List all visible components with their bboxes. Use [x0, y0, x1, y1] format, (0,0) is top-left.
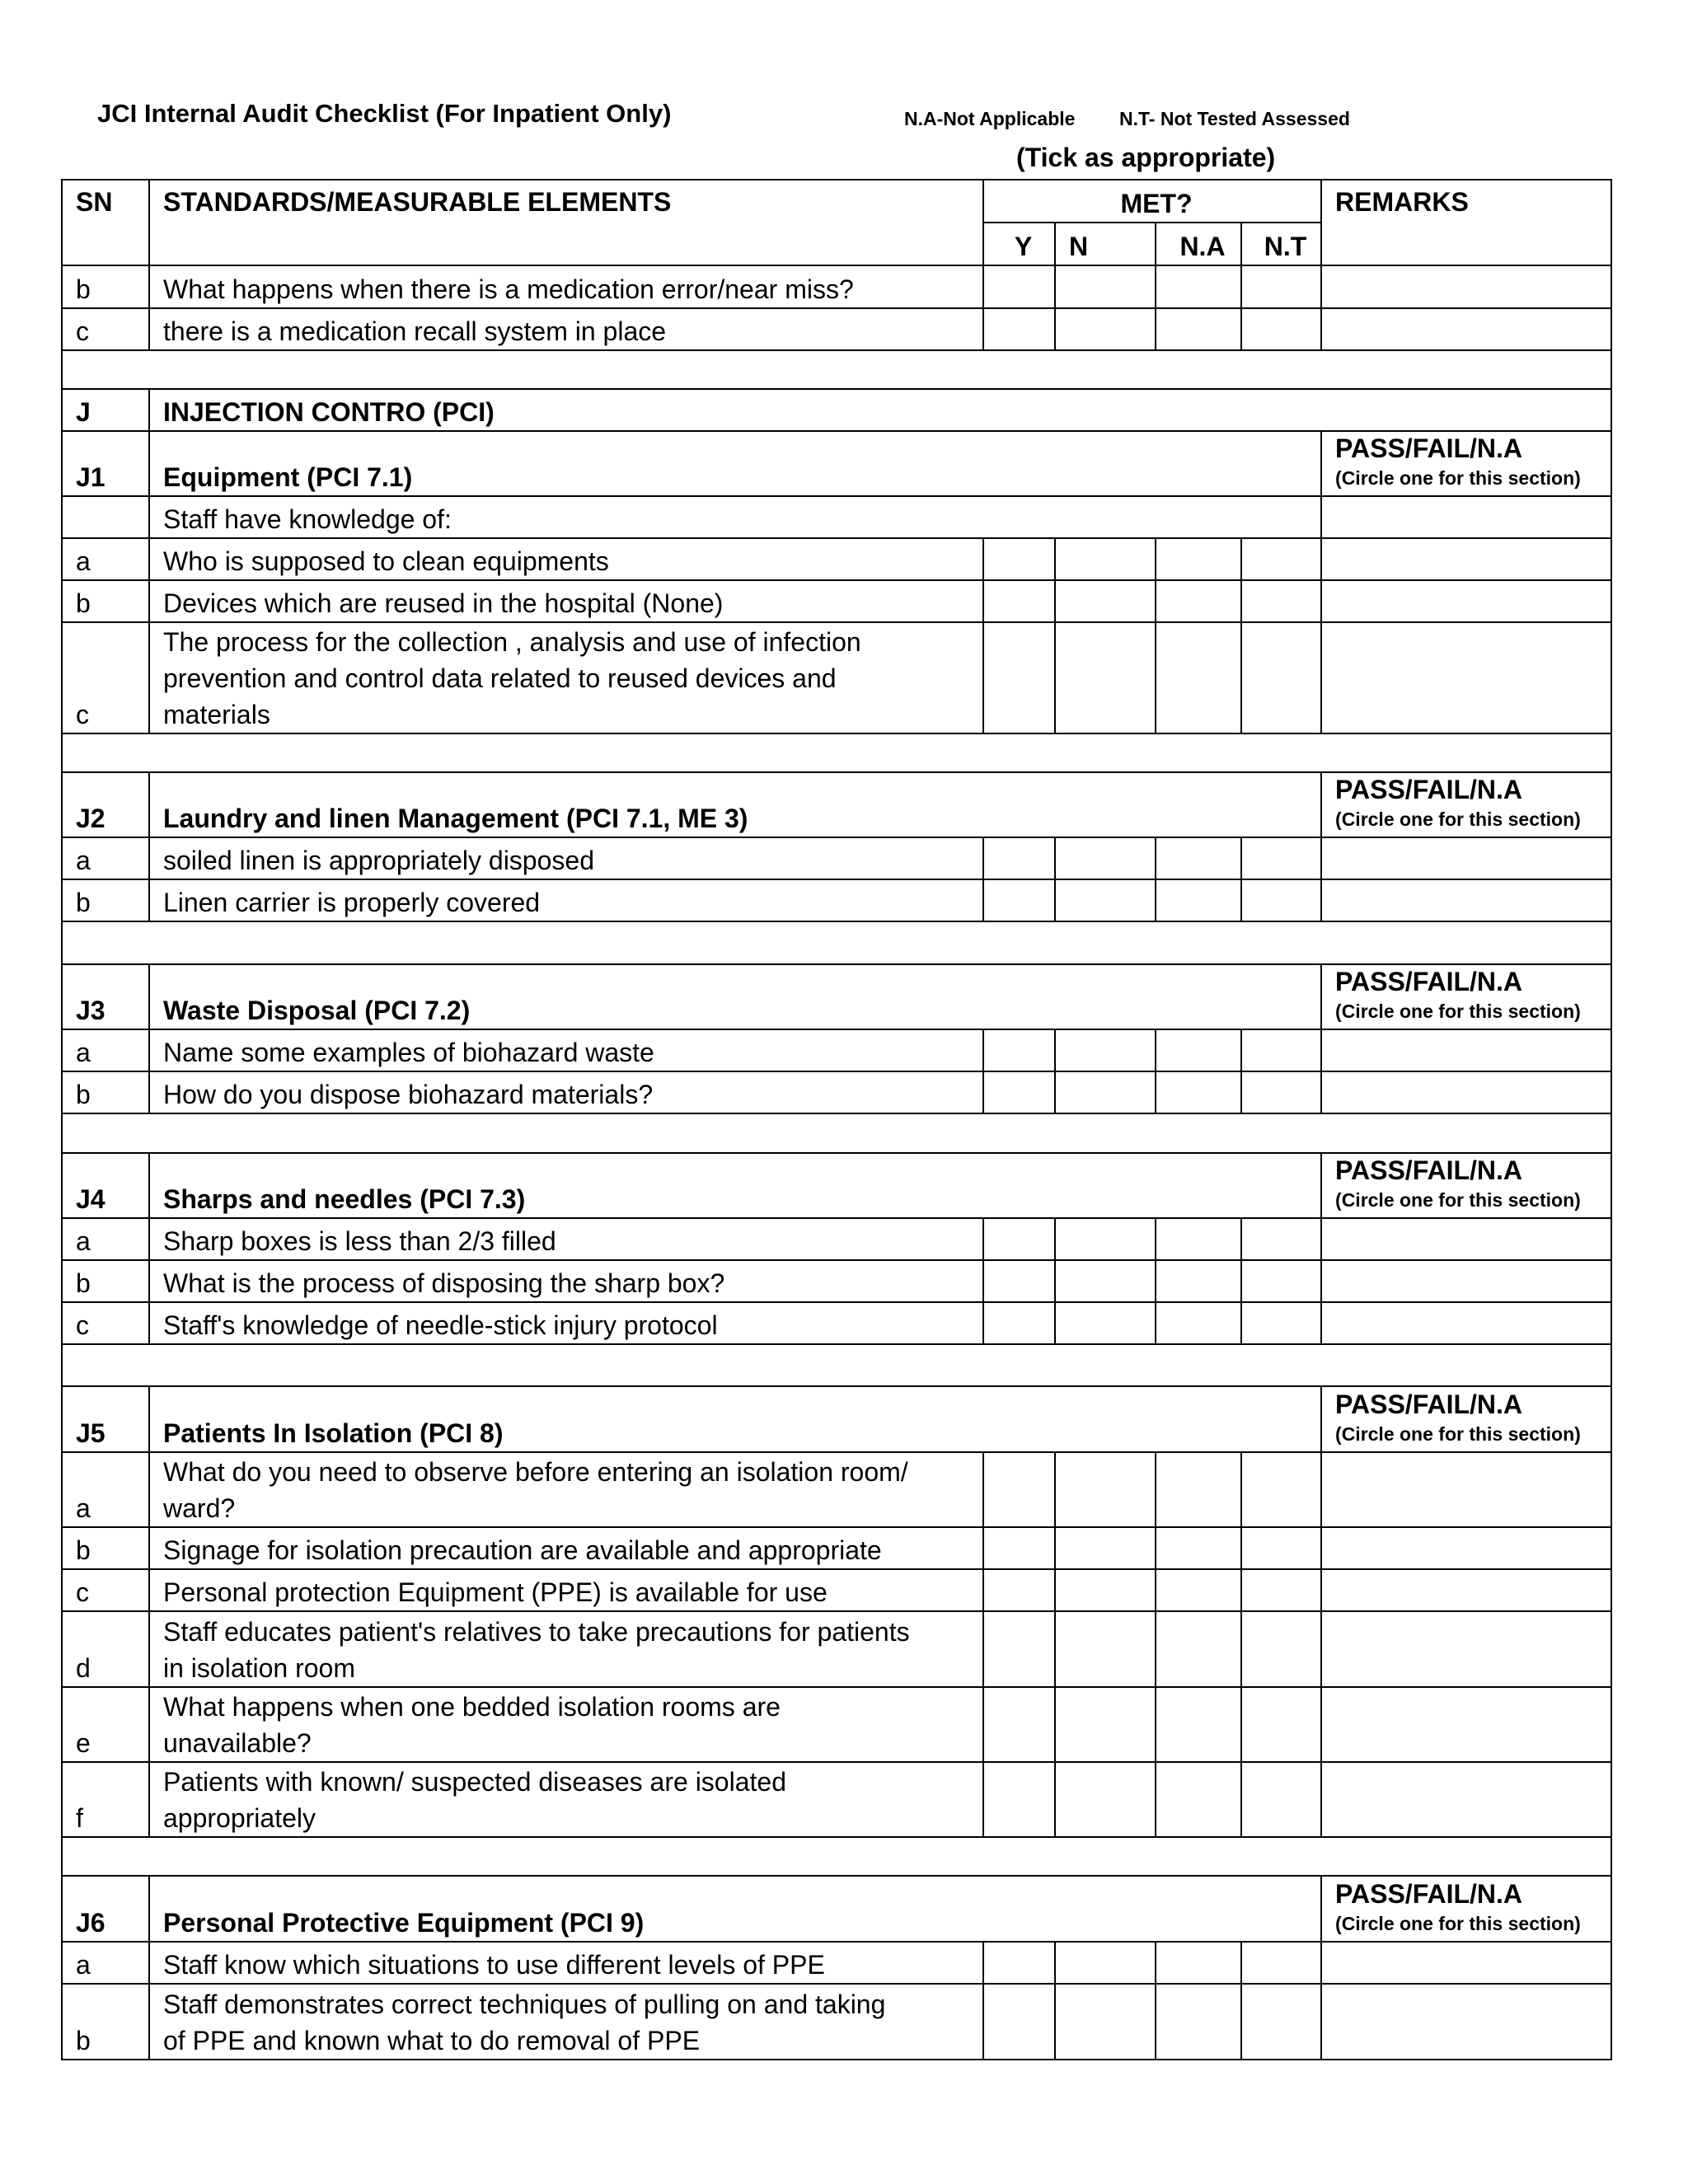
row-sn: b — [62, 879, 149, 921]
tick-na-cell[interactable] — [1156, 1071, 1241, 1113]
remarks-cell[interactable] — [1321, 496, 1611, 538]
table-row — [62, 580, 1611, 622]
tick-na-cell[interactable] — [1156, 1984, 1241, 2060]
tick-n-cell[interactable] — [1055, 1762, 1156, 1837]
tick-note: (Tick as appropriate) — [1016, 143, 1276, 172]
legend-not-applicable: N.A-Not Applicable — [904, 108, 1076, 129]
pass-fail-cell[interactable] — [1321, 431, 1611, 496]
row-element: What is the process of disposing the sharp box? — [149, 1260, 983, 1302]
row-element: Who is supposed to clean equipments — [149, 538, 983, 580]
tick-nt-cell[interactable] — [1241, 837, 1321, 879]
col-header-standards: STANDARDS/MEASURABLE ELEMENTS — [149, 180, 983, 265]
section-title: Personal Protective Equipment (PCI 9) — [149, 1876, 1321, 1942]
row-sn: b — [62, 1527, 149, 1569]
row-sn: d — [62, 1611, 149, 1687]
remarks-cell[interactable] — [1321, 1218, 1611, 1260]
tick-na-cell[interactable] — [1156, 1762, 1241, 1837]
tick-na-cell[interactable] — [1156, 580, 1241, 622]
tick-nt-cell[interactable] — [1241, 1984, 1321, 2060]
table-row — [62, 1452, 1611, 1527]
tick-na-cell[interactable] — [1156, 538, 1241, 580]
tick-nt-cell[interactable] — [1241, 538, 1321, 580]
row-sn: b — [62, 1984, 149, 2060]
remarks-cell[interactable] — [1321, 1762, 1611, 1837]
row-sn: b — [62, 1260, 149, 1302]
tick-na-cell[interactable] — [1156, 837, 1241, 879]
section-row-j1 — [62, 431, 1611, 496]
tick-nt-cell[interactable] — [1241, 1762, 1321, 1837]
circle-note: (Circle one for this section) — [1335, 1189, 1581, 1211]
section-row-j4 — [62, 1153, 1611, 1218]
pass-fail-cell[interactable] — [1321, 1153, 1611, 1218]
remarks-cell[interactable] — [1321, 538, 1611, 580]
section-title: Equipment (PCI 7.1) — [149, 431, 1321, 496]
table-row — [62, 1611, 1611, 1687]
table-row — [62, 496, 1611, 538]
tick-na-cell[interactable] — [1156, 265, 1241, 308]
section-title: Sharps and needles (PCI 7.3) — [149, 1153, 1321, 1218]
col-header-met: MET? — [983, 180, 1321, 223]
table-row — [62, 1260, 1611, 1302]
section-title: Waste Disposal (PCI 7.2) — [149, 964, 1321, 1029]
tick-y-cell[interactable] — [983, 1942, 1055, 1984]
tick-y-cell[interactable] — [983, 580, 1055, 622]
section-row-j5 — [62, 1386, 1611, 1452]
tick-nt-cell[interactable] — [1241, 1687, 1321, 1762]
row-sn: a — [62, 837, 149, 879]
tick-na-cell[interactable] — [1156, 1260, 1241, 1302]
row-sn: c — [62, 1302, 149, 1344]
tick-na-cell[interactable] — [1156, 308, 1241, 350]
legend-not-tested: N.T- Not Tested Assessed — [1119, 108, 1350, 129]
tick-na-cell[interactable] — [1156, 622, 1241, 733]
row-sn: a — [62, 1942, 149, 1984]
tick-nt-cell[interactable] — [1241, 1302, 1321, 1344]
row-sn: c — [62, 308, 149, 350]
spacer-row — [62, 1837, 1611, 1876]
remarks-cell[interactable] — [1321, 1984, 1611, 2060]
tick-na-cell[interactable] — [1156, 1302, 1241, 1344]
tick-nt-cell[interactable] — [1241, 1569, 1321, 1611]
tick-n-cell[interactable] — [1055, 1071, 1156, 1113]
tick-n-cell[interactable] — [1055, 580, 1156, 622]
pass-fail-cell[interactable] — [1321, 964, 1611, 1029]
table-row — [62, 1942, 1611, 1984]
tick-nt-cell[interactable] — [1241, 580, 1321, 622]
remarks-cell[interactable] — [1321, 1611, 1611, 1687]
row-sn: J2 — [62, 772, 149, 837]
tick-y-cell[interactable] — [983, 308, 1055, 350]
table-row — [62, 1762, 1611, 1837]
circle-note: (Circle one for this section) — [1335, 1423, 1581, 1445]
row-element: Linen carrier is properly covered — [149, 879, 983, 921]
tick-n-cell[interactable] — [1055, 1452, 1156, 1527]
remarks-cell[interactable] — [1321, 622, 1611, 733]
row-sn: e — [62, 1687, 149, 1762]
tick-y-cell[interactable] — [983, 1071, 1055, 1113]
table-row — [62, 879, 1611, 921]
tick-n-cell[interactable] — [1055, 538, 1156, 580]
col-header-y: Y — [983, 223, 1055, 265]
pass-fail-cell[interactable] — [1321, 1386, 1611, 1452]
page-title: JCI Internal Audit Checklist (For Inpatient Only) — [97, 99, 672, 128]
row-sn: b — [62, 265, 149, 308]
remarks-cell[interactable] — [1321, 1302, 1611, 1344]
table-row — [62, 308, 1611, 350]
pass-fail-label: PASS/FAIL/N.A — [1335, 1390, 1523, 1419]
pass-fail-label: PASS/FAIL/N.A — [1335, 1879, 1523, 1909]
table-row — [62, 1029, 1611, 1071]
remarks-cell[interactable] — [1321, 265, 1611, 308]
spacer-row — [62, 921, 1611, 964]
row-element: Staff educates patient's relatives to take precautions for patients in isolation room — [149, 1611, 983, 1687]
spacer-row — [62, 733, 1611, 772]
audit-checklist-table — [61, 179, 1612, 2060]
row-sn: b — [62, 580, 149, 622]
pass-fail-label: PASS/FAIL/N.A — [1335, 1155, 1523, 1185]
table-row — [62, 1984, 1611, 2060]
section-row-j — [62, 389, 1611, 431]
tick-nt-cell[interactable] — [1241, 879, 1321, 921]
tick-n-cell[interactable] — [1055, 1029, 1156, 1071]
spacer-row — [62, 1344, 1611, 1386]
table-row — [62, 1687, 1611, 1762]
row-element: soiled linen is appropriately disposed — [149, 837, 983, 879]
tick-na-cell[interactable] — [1156, 1029, 1241, 1071]
remarks-cell[interactable] — [1321, 1527, 1611, 1569]
header-row — [62, 180, 1611, 223]
row-element: The process for the collection , analysis and use of infection prevention and control data related to reused devices and materials — [149, 622, 983, 733]
row-sn: J6 — [62, 1876, 149, 1942]
circle-note: (Circle one for this section) — [1335, 808, 1581, 830]
tick-nt-cell[interactable] — [1241, 1611, 1321, 1687]
row-sn: f — [62, 1762, 149, 1837]
row-sn: c — [62, 1569, 149, 1611]
table-row — [62, 837, 1611, 879]
table-row — [62, 1527, 1611, 1569]
tick-n-cell[interactable] — [1055, 1611, 1156, 1687]
section-row-j2 — [62, 772, 1611, 837]
remarks-cell[interactable] — [1321, 1942, 1611, 1984]
pass-fail-cell[interactable] — [1321, 1876, 1611, 1942]
tick-y-cell[interactable] — [983, 837, 1055, 879]
tick-y-cell[interactable] — [983, 1218, 1055, 1260]
pass-fail-label: PASS/FAIL/N.A — [1335, 434, 1523, 463]
row-element: What happens when there is a medication error/near miss? — [149, 265, 983, 308]
row-sn: b — [62, 1071, 149, 1113]
tick-nt-cell[interactable] — [1241, 265, 1321, 308]
row-element: Signage for isolation precaution are available and appropriate — [149, 1527, 983, 1569]
row-element: Name some examples of biohazard waste — [149, 1029, 983, 1071]
row-sn: J5 — [62, 1386, 149, 1452]
tick-nt-cell[interactable] — [1241, 1260, 1321, 1302]
row-sn: J1 — [62, 431, 149, 496]
tick-n-cell[interactable] — [1055, 1687, 1156, 1762]
row-element: What do you need to observe before entering an isolation room/ ward? — [149, 1452, 983, 1527]
row-element: there is a medication recall system in place — [149, 308, 983, 350]
remarks-cell[interactable] — [1321, 308, 1611, 350]
table-row — [62, 1218, 1611, 1260]
tick-y-cell[interactable] — [983, 1452, 1055, 1527]
row-element: Staff know which situations to use different levels of PPE — [149, 1942, 983, 1984]
tick-n-cell[interactable] — [1055, 1942, 1156, 1984]
row-sn: c — [62, 622, 149, 733]
tick-na-cell[interactable] — [1156, 1452, 1241, 1527]
remarks-cell[interactable] — [1321, 1029, 1611, 1071]
table-row — [62, 1569, 1611, 1611]
tick-nt-cell[interactable] — [1241, 1218, 1321, 1260]
tick-y-cell[interactable] — [983, 1029, 1055, 1071]
tick-na-cell[interactable] — [1156, 1611, 1241, 1687]
remarks-cell[interactable] — [1321, 879, 1611, 921]
tick-n-cell[interactable] — [1055, 837, 1156, 879]
tick-n-cell[interactable] — [1055, 308, 1156, 350]
tick-y-cell[interactable] — [983, 1687, 1055, 1762]
tick-nt-cell[interactable] — [1241, 1527, 1321, 1569]
row-element: Staff's knowledge of needle-stick injury protocol — [149, 1302, 983, 1344]
row-sn: J4 — [62, 1153, 149, 1218]
tick-na-cell[interactable] — [1156, 1687, 1241, 1762]
tick-n-cell[interactable] — [1055, 265, 1156, 308]
table-row — [62, 622, 1611, 733]
row-sn: a — [62, 538, 149, 580]
tick-nt-cell[interactable] — [1241, 1452, 1321, 1527]
tick-n-cell[interactable] — [1055, 1527, 1156, 1569]
row-element: Staff have knowledge of: — [149, 496, 1321, 538]
remarks-cell[interactable] — [1321, 1452, 1611, 1527]
tick-nt-cell[interactable] — [1241, 1942, 1321, 1984]
tick-nt-cell[interactable] — [1241, 622, 1321, 733]
remarks-cell[interactable] — [1321, 1260, 1611, 1302]
remarks-cell[interactable] — [1321, 580, 1611, 622]
pass-fail-cell[interactable] — [1321, 772, 1611, 837]
col-header-sn: SN — [62, 180, 149, 265]
tick-n-cell[interactable] — [1055, 1302, 1156, 1344]
section-row-j6 — [62, 1876, 1611, 1942]
tick-na-cell[interactable] — [1156, 1527, 1241, 1569]
spacer-row — [62, 350, 1611, 389]
row-sn: a — [62, 1029, 149, 1071]
tick-n-cell[interactable] — [1055, 1260, 1156, 1302]
section-title: Laundry and linen Management (PCI 7.1, ME 3) — [149, 772, 1321, 837]
tick-y-cell[interactable] — [983, 1527, 1055, 1569]
circle-note: (Circle one for this section) — [1335, 1913, 1581, 1934]
col-header-n: N — [1055, 223, 1156, 265]
tick-na-cell[interactable] — [1156, 1942, 1241, 1984]
remarks-cell[interactable] — [1321, 1569, 1611, 1611]
tick-na-cell[interactable] — [1156, 1218, 1241, 1260]
section-row-j3 — [62, 964, 1611, 1029]
row-sn: J3 — [62, 964, 149, 1029]
tick-y-cell[interactable] — [983, 879, 1055, 921]
col-header-remarks: REMARKS — [1321, 180, 1611, 265]
circle-note: (Circle one for this section) — [1335, 467, 1581, 489]
col-header-nt: N.T — [1241, 223, 1321, 265]
tick-n-cell[interactable] — [1055, 1984, 1156, 2060]
table-row — [62, 1302, 1611, 1344]
tick-y-cell[interactable] — [983, 538, 1055, 580]
remarks-cell[interactable] — [1321, 1687, 1611, 1762]
row-sn: J — [62, 389, 149, 431]
row-element: Patients with known/ suspected diseases are isolated appropriately — [149, 1762, 983, 1837]
tick-y-cell[interactable] — [983, 1611, 1055, 1687]
tick-nt-cell[interactable] — [1241, 308, 1321, 350]
section-title: Patients In Isolation (PCI 8) — [149, 1386, 1321, 1452]
col-header-na: N.A — [1156, 223, 1241, 265]
remarks-cell[interactable] — [1321, 1071, 1611, 1113]
tick-y-cell[interactable] — [983, 1260, 1055, 1302]
tick-y-cell[interactable] — [983, 1302, 1055, 1344]
row-element: How do you dispose biohazard materials? — [149, 1071, 983, 1113]
row-sn: a — [62, 1218, 149, 1260]
tick-y-cell[interactable] — [983, 265, 1055, 308]
circle-note: (Circle one for this section) — [1335, 1001, 1581, 1022]
tick-na-cell[interactable] — [1156, 1569, 1241, 1611]
table-row — [62, 538, 1611, 580]
tick-y-cell[interactable] — [983, 1762, 1055, 1837]
table-row — [62, 1071, 1611, 1113]
row-sn: a — [62, 1452, 149, 1527]
tick-na-cell[interactable] — [1156, 879, 1241, 921]
pass-fail-label: PASS/FAIL/N.A — [1335, 967, 1523, 996]
tick-n-cell[interactable] — [1055, 879, 1156, 921]
row-element: Personal protection Equipment (PPE) is available for use — [149, 1569, 983, 1611]
pass-fail-label: PASS/FAIL/N.A — [1335, 775, 1523, 804]
tick-y-cell[interactable] — [983, 622, 1055, 733]
row-element: Staff demonstrates correct techniques of pulling on and taking of PPE and known what to do removal of PPE — [149, 1984, 983, 2060]
tick-y-cell[interactable] — [983, 1569, 1055, 1611]
spacer-row — [62, 1113, 1611, 1153]
tick-y-cell[interactable] — [983, 1984, 1055, 2060]
remarks-cell[interactable] — [1321, 837, 1611, 879]
tick-nt-cell[interactable] — [1241, 1071, 1321, 1113]
row-element: What happens when one bedded isolation rooms are unavailable? — [149, 1687, 983, 1762]
section-title: INJECTION CONTRO (PCI) — [149, 389, 1611, 431]
tick-n-cell[interactable] — [1055, 1569, 1156, 1611]
table-row — [62, 265, 1611, 308]
tick-n-cell[interactable] — [1055, 622, 1156, 733]
row-element: Sharp boxes is less than 2/3 filled — [149, 1218, 983, 1260]
tick-nt-cell[interactable] — [1241, 1029, 1321, 1071]
tick-n-cell[interactable] — [1055, 1218, 1156, 1260]
row-element: Devices which are reused in the hospital (None) — [149, 580, 983, 622]
